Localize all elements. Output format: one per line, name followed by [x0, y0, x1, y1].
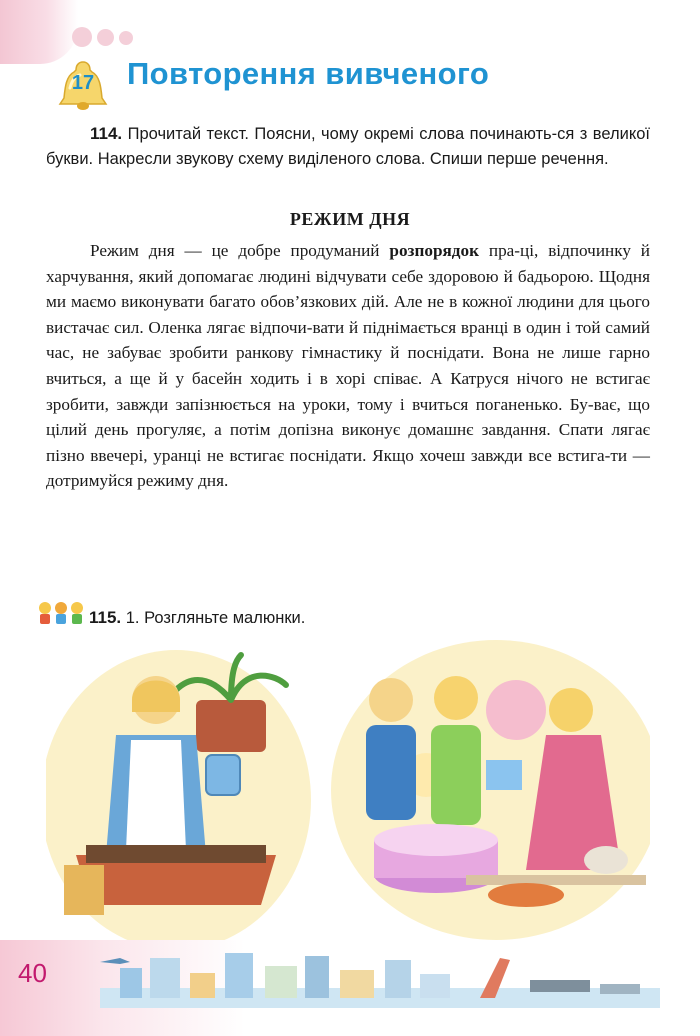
page-number: 40 [18, 958, 47, 988]
task-115 [89, 605, 693, 631]
task-number: 114. [90, 124, 123, 143]
story-title: РЕЖИМ ДНЯ [289, 209, 411, 229]
group-work-icon [36, 601, 86, 627]
left-scene [46, 650, 311, 940]
task-text: Прочитай текст. Поясни, чому окремі слова починають-ся з великої букви. Накресли звукову схему виділеного слова. Спиши перше речення. [46, 125, 650, 168]
illustration [46, 640, 650, 940]
story-text [46, 238, 650, 494]
task-text: 1. Розгляньте малюнки. [125, 609, 306, 627]
task-114 [46, 121, 650, 172]
right-scene [331, 640, 650, 940]
decor-dot [119, 31, 133, 45]
city-skyline-decoration [100, 948, 660, 1008]
story-text-start: Режим дня — це добре продуманий [90, 241, 390, 260]
decor-dot [72, 27, 92, 47]
story-text-rest: пра-ці, відпочинку й харчування, який допомагає людині відчувати себе здоровою й бадьорою. Щодня ми маємо виконувати багато обов’язкових дій. Але не в кожної людини для цього вистачає сил. Оленка лягає відпочи-вати й піднімається вранці в один і той самий час, не забуває зробити ранкову гімнастику й поснідати. Вона не лише гарно вчиться, а ще й у басейн ходить і в хорі співає. А Катруся нічого не встигає зробити, завжди запізнюється на уроки, тому і вчиться поганенько. Бу-ває, що цілий день прогуляє, а потім допізна виконує домашнє завдання. Спати лягає пізно ввечері, уранці не встигає поснідати. Якщо хочеш завжди все встига-ти — дотримуйся режиму дня. [46, 241, 650, 491]
highlighted-word: розпорядок [389, 241, 479, 260]
decor-dot [97, 29, 114, 46]
lesson-number: 17 [71, 72, 95, 94]
lesson-title: Повторення вивченого [127, 56, 490, 91]
task-number: 115. [89, 608, 122, 627]
corner-decoration [0, 0, 78, 64]
